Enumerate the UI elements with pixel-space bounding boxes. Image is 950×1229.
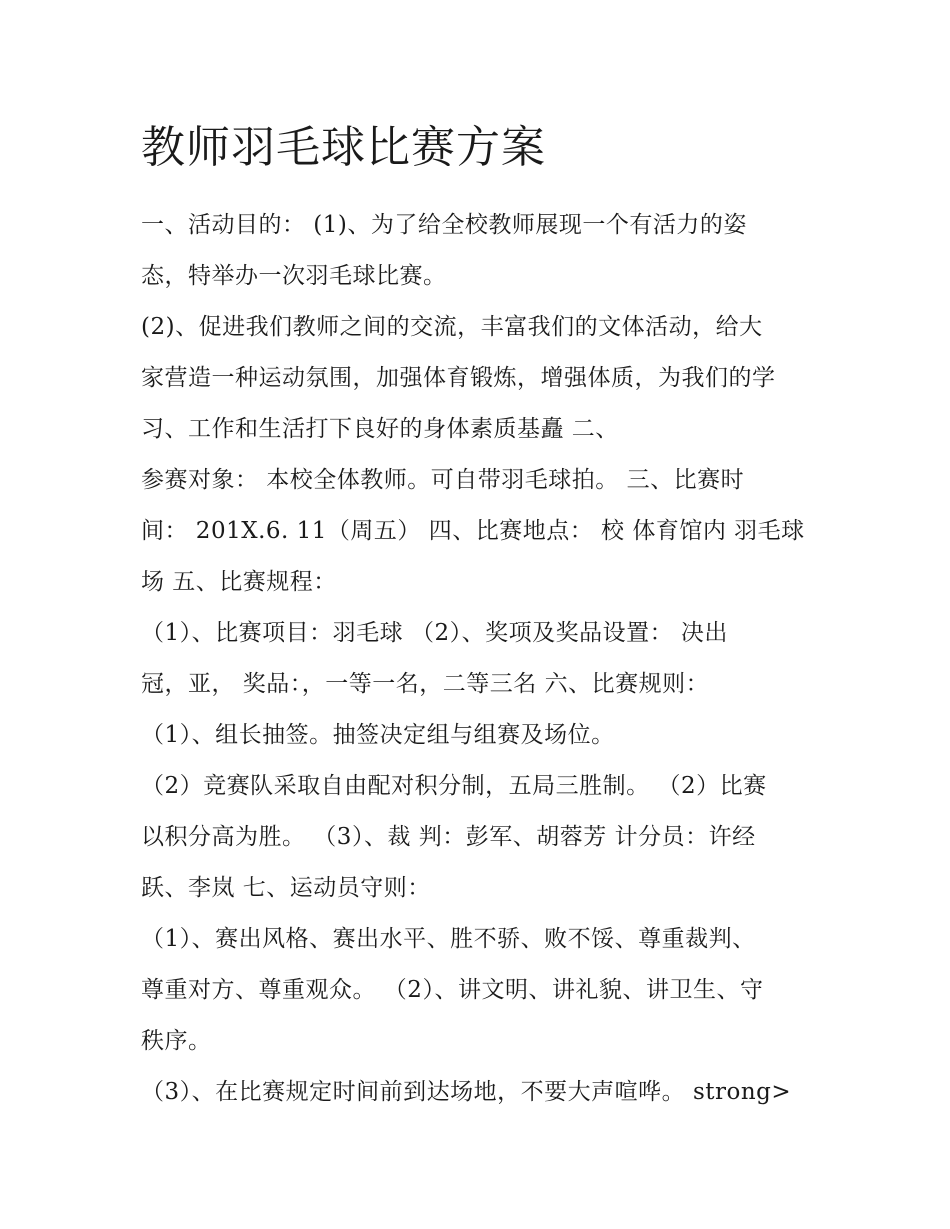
text-line: （3）、在比赛规定时间前到达场地，不要大声喧哗。 strong> — [141, 1079, 792, 1105]
document-title: 教师羽毛球比赛方案 — [141, 122, 546, 173]
text-line: 态，特举办一次羽毛球比赛。 — [141, 263, 447, 289]
text-line: 习、工作和生活打下良好的身体素质基矗 二、 — [141, 416, 619, 442]
text-line: （1）、赛出风格、赛出水平、胜不骄、败不馁、尊重裁判、 — [141, 926, 756, 952]
text-line: （1）、比赛项目：羽毛球 （2）、奖项及奖品设置： 决出 — [141, 620, 728, 646]
text-line: 参赛对象： 本校全体教师。可自带羽毛球拍。 三、比赛时 — [141, 467, 745, 493]
text-line: (2)、促进我们教师之间的交流，丰富我们的文体活动，给大 — [141, 314, 763, 340]
text-line: 间： 201X.6. 11（周五） 四、比赛地点： 校 体育馆内 羽毛球 — [141, 518, 805, 544]
document-body — [141, 200, 841, 1118]
text-line: （2）竞赛队采取自由配对积分制，五局三胜制。 （2）比赛 — [141, 773, 767, 799]
text-line: 家营造一种运动氛围，加强体育锻炼，增强体质，为我们的学 — [141, 365, 776, 391]
text-line: 秩序。 — [141, 1028, 212, 1054]
text-line: 尊重对方、尊重观众。 （2）、讲文明、讲礼貌、讲卫生、守 — [141, 977, 764, 1003]
text-line: 一、活动目的： (1)、为了给全校教师展现一个有活力的姿 — [141, 212, 747, 238]
text-line: 冠，亚， 奖品：，一等一名，二等三名 六、比赛规则： — [141, 671, 710, 697]
text-line: 以积分高为胜。 （3）、裁 判：彭军、胡蓉芳 计分员：许经 — [141, 824, 756, 850]
text-line: 场 五、比赛规程： — [141, 569, 337, 595]
text-line: （1）、组长抽签。抽签决定组与组赛及场位。 — [141, 722, 615, 748]
text-line: 跃、李岚 七、运动员守则： — [141, 875, 431, 901]
